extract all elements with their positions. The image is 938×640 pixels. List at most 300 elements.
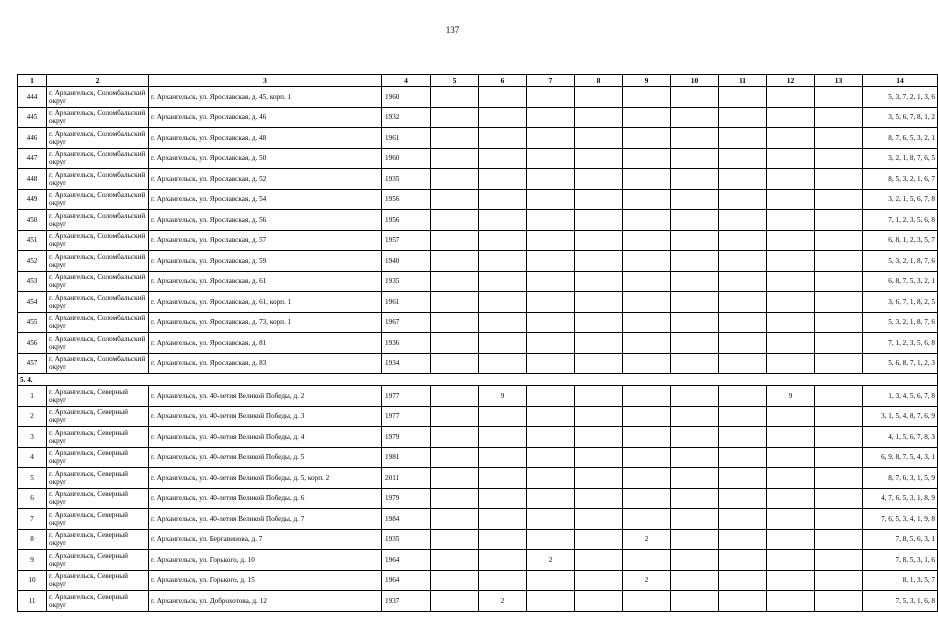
district-cell: г. Архангельск, Северный округ xyxy=(47,488,149,509)
row-number: 447 xyxy=(18,148,47,169)
col7-cell xyxy=(527,230,575,251)
col11-cell xyxy=(719,447,767,468)
col11-cell xyxy=(719,292,767,313)
col5-cell xyxy=(431,591,479,612)
col12-cell xyxy=(767,107,815,128)
col10-cell xyxy=(671,87,719,108)
row-number: 444 xyxy=(18,87,47,108)
col7-cell xyxy=(527,107,575,128)
address-cell: г. Архангельск, ул. Горького, д. 15 xyxy=(149,570,382,591)
sequence-cell: 8, 1, 3, 5, 7 xyxy=(863,570,938,591)
year-cell: 1937 xyxy=(382,591,431,612)
address-cell: г. Архангельск, ул. Ярославская, д. 57 xyxy=(149,230,382,251)
row-number: 450 xyxy=(18,210,47,231)
district-cell: г. Архангельск, Северный округ xyxy=(47,509,149,530)
col13-cell xyxy=(815,427,863,448)
col5-cell xyxy=(431,128,479,149)
table-row xyxy=(18,386,938,407)
table-row xyxy=(18,271,938,292)
sequence-cell: 3, 2, 1, 5, 6, 7, 8 xyxy=(863,189,938,210)
sequence-cell: 6, 8, 1, 2, 3, 5, 7 xyxy=(863,230,938,251)
col8-cell xyxy=(575,570,623,591)
col12-cell xyxy=(767,529,815,550)
col8-cell xyxy=(575,509,623,530)
col9-cell xyxy=(623,292,671,313)
district-cell: г. Архангельск, Соломбальский округ xyxy=(47,169,149,190)
address-cell: г. Архангельск, ул. Горького, д. 10 xyxy=(149,550,382,571)
year-cell: 1977 xyxy=(382,406,431,427)
col9-cell xyxy=(623,447,671,468)
col9-cell: 2 xyxy=(623,570,671,591)
row-number: 3 xyxy=(18,427,47,448)
address-cell: г. Архангельск, ул. Ярославская, д. 83 xyxy=(149,353,382,374)
col5-cell xyxy=(431,87,479,108)
sequence-cell: 8, 5, 3, 2, 1, 6, 7 xyxy=(863,169,938,190)
year-cell: 1961 xyxy=(382,292,431,313)
col6-cell xyxy=(479,529,527,550)
col10-cell xyxy=(671,210,719,231)
col-header: 3 xyxy=(149,75,382,87)
col6-cell: 2 xyxy=(479,591,527,612)
table-row xyxy=(18,148,938,169)
col6-cell xyxy=(479,107,527,128)
col5-cell xyxy=(431,169,479,190)
col11-cell xyxy=(719,591,767,612)
col5-cell xyxy=(431,312,479,333)
sequence-cell: 4, 1, 5, 6, 7, 8, 3 xyxy=(863,427,938,448)
col5-cell xyxy=(431,189,479,210)
address-cell: г. Архангельск, ул. Ярославская, д. 45, корп. 1 xyxy=(149,87,382,108)
year-cell: 1932 xyxy=(382,107,431,128)
col5-cell xyxy=(431,107,479,128)
col10-cell xyxy=(671,353,719,374)
district-cell: г. Архангельск, Соломбальский округ xyxy=(47,353,149,374)
col6-cell xyxy=(479,509,527,530)
year-cell: 1936 xyxy=(382,333,431,354)
table-row xyxy=(18,488,938,509)
col12-cell xyxy=(767,210,815,231)
col13-cell xyxy=(815,189,863,210)
district-cell: г. Архангельск, Соломбальский округ xyxy=(47,148,149,169)
col5-cell xyxy=(431,230,479,251)
year-cell: 1935 xyxy=(382,271,431,292)
address-cell: г. Архангельск, ул. Ярославская, д. 73, корп. 1 xyxy=(149,312,382,333)
col8-cell xyxy=(575,591,623,612)
row-number: 454 xyxy=(18,292,47,313)
col13-cell xyxy=(815,271,863,292)
col9-cell xyxy=(623,312,671,333)
group-a-rows xyxy=(18,87,938,374)
table-row xyxy=(18,230,938,251)
col10-cell xyxy=(671,251,719,272)
col9-cell xyxy=(623,591,671,612)
col9-cell xyxy=(623,509,671,530)
col10-cell xyxy=(671,312,719,333)
col13-cell xyxy=(815,292,863,313)
col12-cell xyxy=(767,488,815,509)
col8-cell xyxy=(575,386,623,407)
col11-cell xyxy=(719,169,767,190)
col7-cell xyxy=(527,488,575,509)
table-row xyxy=(18,189,938,210)
address-cell: г. Архангельск, ул. Ярославская, д. 81 xyxy=(149,333,382,354)
col9-cell xyxy=(623,406,671,427)
col7-cell xyxy=(527,353,575,374)
col5-cell xyxy=(431,529,479,550)
district-cell: г. Архангельск, Соломбальский округ xyxy=(47,107,149,128)
col11-cell xyxy=(719,251,767,272)
address-cell: г. Архангельск, ул. Ярославская, д. 46 xyxy=(149,107,382,128)
col12-cell xyxy=(767,591,815,612)
col7-cell xyxy=(527,406,575,427)
col8-cell xyxy=(575,550,623,571)
header-row xyxy=(18,75,938,87)
sequence-cell: 7, 6, 5, 3, 4, 1, 9, 8 xyxy=(863,509,938,530)
table-row xyxy=(18,406,938,427)
col13-cell xyxy=(815,87,863,108)
col9-cell xyxy=(623,550,671,571)
col8-cell xyxy=(575,529,623,550)
table-row xyxy=(18,87,938,108)
district-cell: г. Архангельск, Северный округ xyxy=(47,447,149,468)
col7-cell xyxy=(527,271,575,292)
table-row xyxy=(18,210,938,231)
table-row xyxy=(18,427,938,448)
col11-cell xyxy=(719,107,767,128)
col9-cell xyxy=(623,169,671,190)
year-cell: 1964 xyxy=(382,570,431,591)
year-cell: 1964 xyxy=(382,550,431,571)
sequence-cell: 5, 3, 2, 1, 8, 7, 6 xyxy=(863,312,938,333)
col5-cell xyxy=(431,333,479,354)
row-number: 445 xyxy=(18,107,47,128)
col8-cell xyxy=(575,427,623,448)
col13-cell xyxy=(815,386,863,407)
district-cell: г. Архангельск, Соломбальский округ xyxy=(47,189,149,210)
sequence-cell: 7, 8, 5, 3, 1, 6 xyxy=(863,550,938,571)
col-header: 11 xyxy=(719,75,767,87)
col12-cell xyxy=(767,292,815,313)
col10-cell xyxy=(671,406,719,427)
col13-cell xyxy=(815,169,863,190)
col7-cell xyxy=(527,570,575,591)
year-cell: 1956 xyxy=(382,210,431,231)
col13-cell xyxy=(815,230,863,251)
col6-cell xyxy=(479,550,527,571)
sequence-cell: 4, 7, 6, 5, 3, 1, 8, 9 xyxy=(863,488,938,509)
district-cell: г. Архангельск, Соломбальский округ xyxy=(47,210,149,231)
address-cell: г. Архангельск, ул. Ярославская, д. 48 xyxy=(149,128,382,149)
year-cell: 1935 xyxy=(382,169,431,190)
col12-cell xyxy=(767,550,815,571)
col11-cell xyxy=(719,230,767,251)
row-number: 2 xyxy=(18,406,47,427)
col11-cell xyxy=(719,312,767,333)
col12-cell xyxy=(767,333,815,354)
col5-cell xyxy=(431,210,479,231)
address-cell: г. Архангельск, ул. 40-летия Великой Победы, д. 5 xyxy=(149,447,382,468)
district-cell: г. Архангельск, Северный округ xyxy=(47,591,149,612)
col7-cell xyxy=(527,169,575,190)
col6-cell xyxy=(479,292,527,313)
col5-cell xyxy=(431,406,479,427)
district-cell: г. Архангельск, Северный округ xyxy=(47,550,149,571)
table-row xyxy=(18,591,938,612)
col-header: 7 xyxy=(527,75,575,87)
col12-cell xyxy=(767,271,815,292)
col7-cell xyxy=(527,386,575,407)
district-cell: г. Архангельск, Соломбальский округ xyxy=(47,312,149,333)
address-cell: г. Архангельск, ул. 40-летия Великой Победы, д. 7 xyxy=(149,509,382,530)
district-cell: г. Архангельск, Северный округ xyxy=(47,468,149,489)
col13-cell xyxy=(815,570,863,591)
col12-cell xyxy=(767,570,815,591)
col-header: 2 xyxy=(47,75,149,87)
sequence-cell: 5, 6, 8, 7, 1, 2, 3 xyxy=(863,353,938,374)
table-row xyxy=(18,550,938,571)
col6-cell xyxy=(479,427,527,448)
col5-cell xyxy=(431,468,479,489)
sequence-cell: 7, 1, 2, 3, 5, 6, 8 xyxy=(863,333,938,354)
col9-cell xyxy=(623,189,671,210)
col10-cell xyxy=(671,529,719,550)
year-cell: 1956 xyxy=(382,189,431,210)
col-header: 4 xyxy=(382,75,431,87)
sequence-cell: 5, 3, 7, 2, 1, 3, 6 xyxy=(863,87,938,108)
col11-cell xyxy=(719,271,767,292)
row-number: 11 xyxy=(18,591,47,612)
col7-cell xyxy=(527,210,575,231)
col12-cell xyxy=(767,148,815,169)
col8-cell xyxy=(575,292,623,313)
col13-cell xyxy=(815,333,863,354)
col12-cell xyxy=(767,468,815,489)
year-cell: 2011 xyxy=(382,468,431,489)
col7-cell xyxy=(527,427,575,448)
col5-cell xyxy=(431,447,479,468)
col11-cell xyxy=(719,386,767,407)
col7-cell xyxy=(527,292,575,313)
col11-cell xyxy=(719,406,767,427)
col-header: 13 xyxy=(815,75,863,87)
row-number: 448 xyxy=(18,169,47,190)
col7-cell xyxy=(527,529,575,550)
col9-cell xyxy=(623,333,671,354)
table-row xyxy=(18,107,938,128)
district-cell: г. Архангельск, Соломбальский округ xyxy=(47,128,149,149)
col-header: 8 xyxy=(575,75,623,87)
col8-cell xyxy=(575,148,623,169)
col10-cell xyxy=(671,148,719,169)
col7-cell xyxy=(527,509,575,530)
table-row xyxy=(18,468,938,489)
col11-cell xyxy=(719,87,767,108)
table-row xyxy=(18,333,938,354)
col12-cell xyxy=(767,169,815,190)
year-cell: 1981 xyxy=(382,447,431,468)
row-number: 6 xyxy=(18,488,47,509)
year-cell: 1960 xyxy=(382,87,431,108)
col9-cell: 2 xyxy=(623,529,671,550)
col6-cell xyxy=(479,189,527,210)
year-cell: 1979 xyxy=(382,488,431,509)
col13-cell xyxy=(815,509,863,530)
year-cell: 1934 xyxy=(382,353,431,374)
address-cell: г. Архангельск, ул. Ярославская, д. 59 xyxy=(149,251,382,272)
col5-cell xyxy=(431,251,479,272)
col6-cell xyxy=(479,210,527,231)
address-cell: г. Архангельск, ул. Ярославская, д. 61, корп. 1 xyxy=(149,292,382,313)
row-number: 456 xyxy=(18,333,47,354)
col7-cell xyxy=(527,333,575,354)
col13-cell xyxy=(815,148,863,169)
col10-cell xyxy=(671,509,719,530)
col9-cell xyxy=(623,107,671,128)
col12-cell xyxy=(767,447,815,468)
col-header: 12 xyxy=(767,75,815,87)
address-cell: г. Архангельск, ул. Ярославская, д. 56 xyxy=(149,210,382,231)
district-cell: г. Архангельск, Северный округ xyxy=(47,386,149,407)
col5-cell xyxy=(431,427,479,448)
col5-cell xyxy=(431,148,479,169)
sequence-cell: 8, 7, 6, 5, 3, 2, 1 xyxy=(863,128,938,149)
col5-cell xyxy=(431,386,479,407)
year-cell: 1967 xyxy=(382,312,431,333)
row-number: 4 xyxy=(18,447,47,468)
sequence-cell: 3, 1, 5, 4, 8, 7, 6, 9 xyxy=(863,406,938,427)
address-cell: г. Архангельск, ул. Ярославская, д. 50 xyxy=(149,148,382,169)
sequence-cell: 1, 3, 4, 5, 6, 7, 8 xyxy=(863,386,938,407)
col11-cell xyxy=(719,210,767,231)
district-cell: г. Архангельск, Соломбальский округ xyxy=(47,230,149,251)
col9-cell xyxy=(623,353,671,374)
col13-cell xyxy=(815,251,863,272)
col-header: 14 xyxy=(863,75,938,87)
sequence-cell: 3, 2, 1, 8, 7, 6, 5 xyxy=(863,148,938,169)
col8-cell xyxy=(575,107,623,128)
col9-cell xyxy=(623,87,671,108)
sequence-cell: 7, 8, 5, 6, 3, 1 xyxy=(863,529,938,550)
sequence-cell: 7, 1, 2, 3, 5, 6, 8 xyxy=(863,210,938,231)
col8-cell xyxy=(575,230,623,251)
year-cell: 1960 xyxy=(382,148,431,169)
year-cell: 1979 xyxy=(382,427,431,448)
col5-cell xyxy=(431,292,479,313)
row-number: 452 xyxy=(18,251,47,272)
district-cell: г. Архангельск, Соломбальский округ xyxy=(47,271,149,292)
col7-cell xyxy=(527,251,575,272)
col7-cell xyxy=(527,312,575,333)
col13-cell xyxy=(815,468,863,489)
col-header: 9 xyxy=(623,75,671,87)
col13-cell xyxy=(815,447,863,468)
address-cell: г. Архангельск, ул. 40-летия Великой Победы, д. 3 xyxy=(149,406,382,427)
col10-cell xyxy=(671,230,719,251)
district-cell: г. Архангельск, Северный округ xyxy=(47,570,149,591)
sequence-cell: 3, 5, 6, 7, 8, 1, 2 xyxy=(863,107,938,128)
col12-cell xyxy=(767,312,815,333)
col-header: 5 xyxy=(431,75,479,87)
district-cell: г. Архангельск, Северный округ xyxy=(47,529,149,550)
sequence-cell: 8, 7, 6, 3, 1, 5, 9 xyxy=(863,468,938,489)
col9-cell xyxy=(623,251,671,272)
sequence-cell: 7, 5, 3, 1, 6, 8 xyxy=(863,591,938,612)
col6-cell xyxy=(479,447,527,468)
district-cell: г. Архангельск, Северный округ xyxy=(47,427,149,448)
col11-cell xyxy=(719,189,767,210)
col11-cell xyxy=(719,468,767,489)
address-cell: г. Архангельск, ул. Доброхотова, д. 12 xyxy=(149,591,382,612)
col9-cell xyxy=(623,230,671,251)
col13-cell xyxy=(815,550,863,571)
col10-cell xyxy=(671,292,719,313)
col12-cell xyxy=(767,406,815,427)
col9-cell xyxy=(623,386,671,407)
col6-cell xyxy=(479,312,527,333)
col8-cell xyxy=(575,406,623,427)
page-number: 137 xyxy=(445,25,460,35)
table-row xyxy=(18,169,938,190)
col11-cell xyxy=(719,509,767,530)
year-cell: 1957 xyxy=(382,230,431,251)
col13-cell xyxy=(815,107,863,128)
col6-cell xyxy=(479,488,527,509)
col8-cell xyxy=(575,468,623,489)
col13-cell xyxy=(815,529,863,550)
col5-cell xyxy=(431,353,479,374)
row-number: 451 xyxy=(18,230,47,251)
address-cell: г. Архангельск, ул. Ярославская, д. 61 xyxy=(149,271,382,292)
district-cell: г. Архангельск, Соломбальский округ xyxy=(47,87,149,108)
table-row xyxy=(18,312,938,333)
row-number: 1 xyxy=(18,386,47,407)
col10-cell xyxy=(671,333,719,354)
col8-cell xyxy=(575,353,623,374)
table-row xyxy=(18,570,938,591)
col7-cell xyxy=(527,447,575,468)
sequence-cell: 6, 8, 7, 5, 3, 2, 1 xyxy=(863,271,938,292)
col5-cell xyxy=(431,271,479,292)
col10-cell xyxy=(671,271,719,292)
address-cell: г. Архангельск, ул. 40-летия Великой Победы, д. 4 xyxy=(149,427,382,448)
year-cell: 1940 xyxy=(382,251,431,272)
col6-cell xyxy=(479,271,527,292)
table-row xyxy=(18,447,938,468)
col8-cell xyxy=(575,488,623,509)
housing-table xyxy=(17,74,938,612)
col11-cell xyxy=(719,427,767,448)
section-label: 5. 4. xyxy=(18,374,938,386)
col10-cell xyxy=(671,169,719,190)
col10-cell xyxy=(671,107,719,128)
col12-cell xyxy=(767,251,815,272)
col5-cell xyxy=(431,509,479,530)
row-number: 10 xyxy=(18,570,47,591)
row-number: 9 xyxy=(18,550,47,571)
group-b-rows xyxy=(18,386,938,612)
col12-cell xyxy=(767,353,815,374)
year-cell: 1977 xyxy=(382,386,431,407)
col10-cell xyxy=(671,488,719,509)
table-row xyxy=(18,292,938,313)
row-number: 7 xyxy=(18,509,47,530)
col13-cell xyxy=(815,210,863,231)
col10-cell xyxy=(671,427,719,448)
col8-cell xyxy=(575,128,623,149)
col6-cell xyxy=(479,333,527,354)
col9-cell xyxy=(623,427,671,448)
section-row xyxy=(18,374,938,386)
